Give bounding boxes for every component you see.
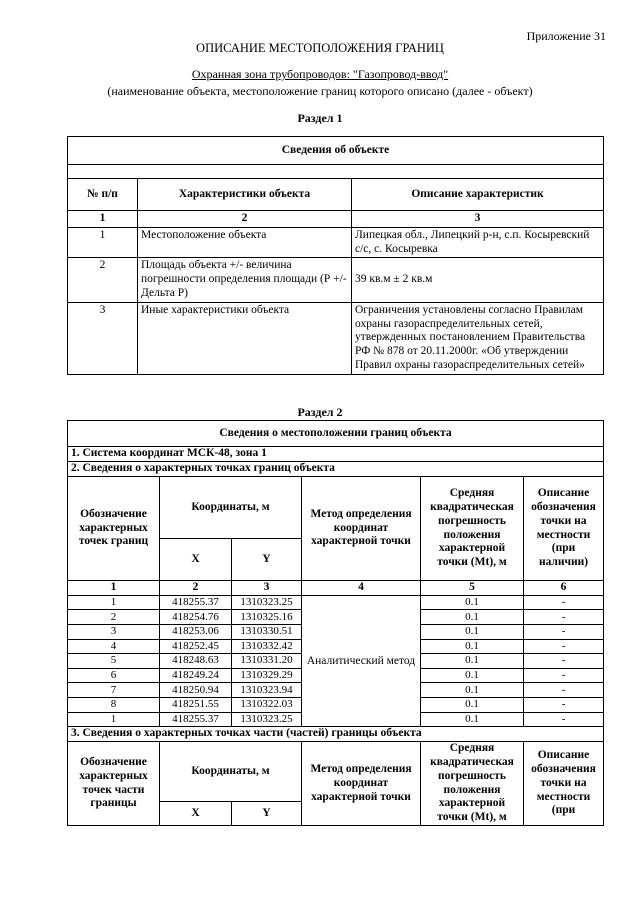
point-id: 5 [68,654,160,669]
row-description: 39 кв.м ± 2 кв.м [352,258,604,302]
boundary-table [67,420,604,826]
point-desc: - [524,639,604,654]
col-number: 4 [302,581,421,596]
col-header-description: Описание характеристик [352,179,604,211]
point-x: 418252.45 [160,639,232,654]
part-col-header-error: Средняя квадратическая погрешность положения характерной точки (Mt), м [421,742,524,826]
point-id: 3 [68,624,160,639]
coord-system: 1. Система координат МСК-48, зона 1 [68,447,604,462]
point-y: 1310322.03 [232,697,302,712]
point-y: 1310323.25 [232,712,302,727]
point-desc: - [524,683,604,698]
col-number: 2 [160,581,232,596]
row-description: Ограничения установлены согласно Правилам охраны газораспределительных сетей, утвержденных постановлением Правительства РФ № 878 от 20.11.2000г. «Об утверждении Правил охраны газораспределительных сетей» [352,302,604,374]
object-note: (наименование объекта, местоположение границ которого описано (далее - объект) [107,84,533,98]
table-row [68,258,604,302]
part-col-header-designation: Обозначение характерных точек части границы [68,742,160,826]
point-y: 1310330.51 [232,624,302,639]
row-characteristic: Иные характеристики объекта [138,302,352,374]
table-row [68,227,604,258]
point-y: 1310329.29 [232,668,302,683]
boundary-table-title: Сведения о местоположении границ объекта [68,421,604,447]
point-id: 1 [68,595,160,610]
point-desc: - [524,697,604,712]
object-name-text: Охранная зона трубопроводов: "Газопровод-ввод" [191,67,449,81]
col-number: 3 [352,211,604,228]
point-mt: 0.1 [421,712,524,727]
point-x: 418255.37 [160,712,232,727]
point-mt: 0.1 [421,654,524,669]
table-row [68,595,604,610]
col-header-x: X [160,539,232,581]
point-x: 418251.55 [160,697,232,712]
point-x: 418248.63 [160,654,232,669]
point-desc: - [524,712,604,727]
part-col-header-x: X [160,802,232,826]
point-x: 418254.76 [160,610,232,625]
spacer-row [68,165,604,179]
part-col-header-method: Метод определения координат характерной точки [302,742,421,826]
point-id: 6 [68,668,160,683]
point-id: 4 [68,639,160,654]
point-y: 1310323.94 [232,683,302,698]
row-characteristic: Местоположение объекта [138,227,352,258]
point-desc: - [524,595,604,610]
col-number: 3 [232,581,302,596]
appendix-number: Приложение 31 [526,29,606,43]
document-title: ОПИСАНИЕ МЕСТОПОЛОЖЕНИЯ ГРАНИЦ [196,41,444,55]
point-desc: - [524,654,604,669]
point-mt: 0.1 [421,697,524,712]
point-x: 418253.06 [160,624,232,639]
point-id: 1 [68,712,160,727]
point-id: 8 [68,697,160,712]
table-row [68,302,604,374]
method-value: Аналитический метод [302,595,421,726]
point-desc: - [524,624,604,639]
point-id: 2 [68,610,160,625]
col-header-error: Средняя квадратическая погрешность положения характерной точки (Mt), м [421,477,524,581]
section1-title: Раздел 1 [297,111,343,125]
point-y: 1310331.20 [232,654,302,669]
col-header-designation: Обозначение характерных точек границ [68,477,160,581]
point-desc: - [524,610,604,625]
point-y: 1310323.25 [232,595,302,610]
col-number: 1 [68,211,138,228]
col-header-point-description: Описание обозначения точки на местности (при наличии) [524,477,604,581]
point-x: 418250.94 [160,683,232,698]
col-header-method: Метод определения координат характерной точки [302,477,421,581]
col-header-y: Y [232,539,302,581]
row-number: 1 [68,227,138,258]
col-header-characteristic: Характеристики объекта [138,179,352,211]
part-col-header-y: Y [232,802,302,826]
col-header-coords: Координаты, м [160,477,302,539]
part-points-section-title: 3. Сведения о характерных точках части (частей) границы объекта [68,727,604,742]
col-header-number: № п/п [68,179,138,211]
point-y: 1310325.16 [232,610,302,625]
points-section-title: 2. Сведения о характерных точках границ объекта [68,462,604,477]
row-characteristic: Площадь объекта +/- величина погрешности определения площади (Р +/- Дельта Р) [138,258,352,302]
point-x: 418255.37 [160,595,232,610]
point-mt: 0.1 [421,639,524,654]
point-id: 7 [68,683,160,698]
point-mt: 0.1 [421,683,524,698]
col-number: 2 [138,211,352,228]
point-x: 418249.24 [160,668,232,683]
col-number: 6 [524,581,604,596]
col-number: 1 [68,581,160,596]
object-info-table [67,136,604,375]
section2-title: Раздел 2 [297,405,343,419]
row-number: 3 [68,302,138,374]
object-name [0,67,640,82]
point-mt: 0.1 [421,624,524,639]
part-col-header-coords: Координаты, м [160,742,302,802]
point-mt: 0.1 [421,610,524,625]
point-mt: 0.1 [421,668,524,683]
row-number: 2 [68,258,138,302]
object-info-table-title: Сведения об объекте [68,137,604,165]
point-mt: 0.1 [421,595,524,610]
part-col-header-point-description: Описание обозначения точки на местности (при [524,742,604,826]
row-description: Липецкая обл., Липецкий р-н, с.п. Косыревский с/с, с. Косыревка [352,227,604,258]
point-desc: - [524,668,604,683]
col-number: 5 [421,581,524,596]
point-y: 1310332.42 [232,639,302,654]
